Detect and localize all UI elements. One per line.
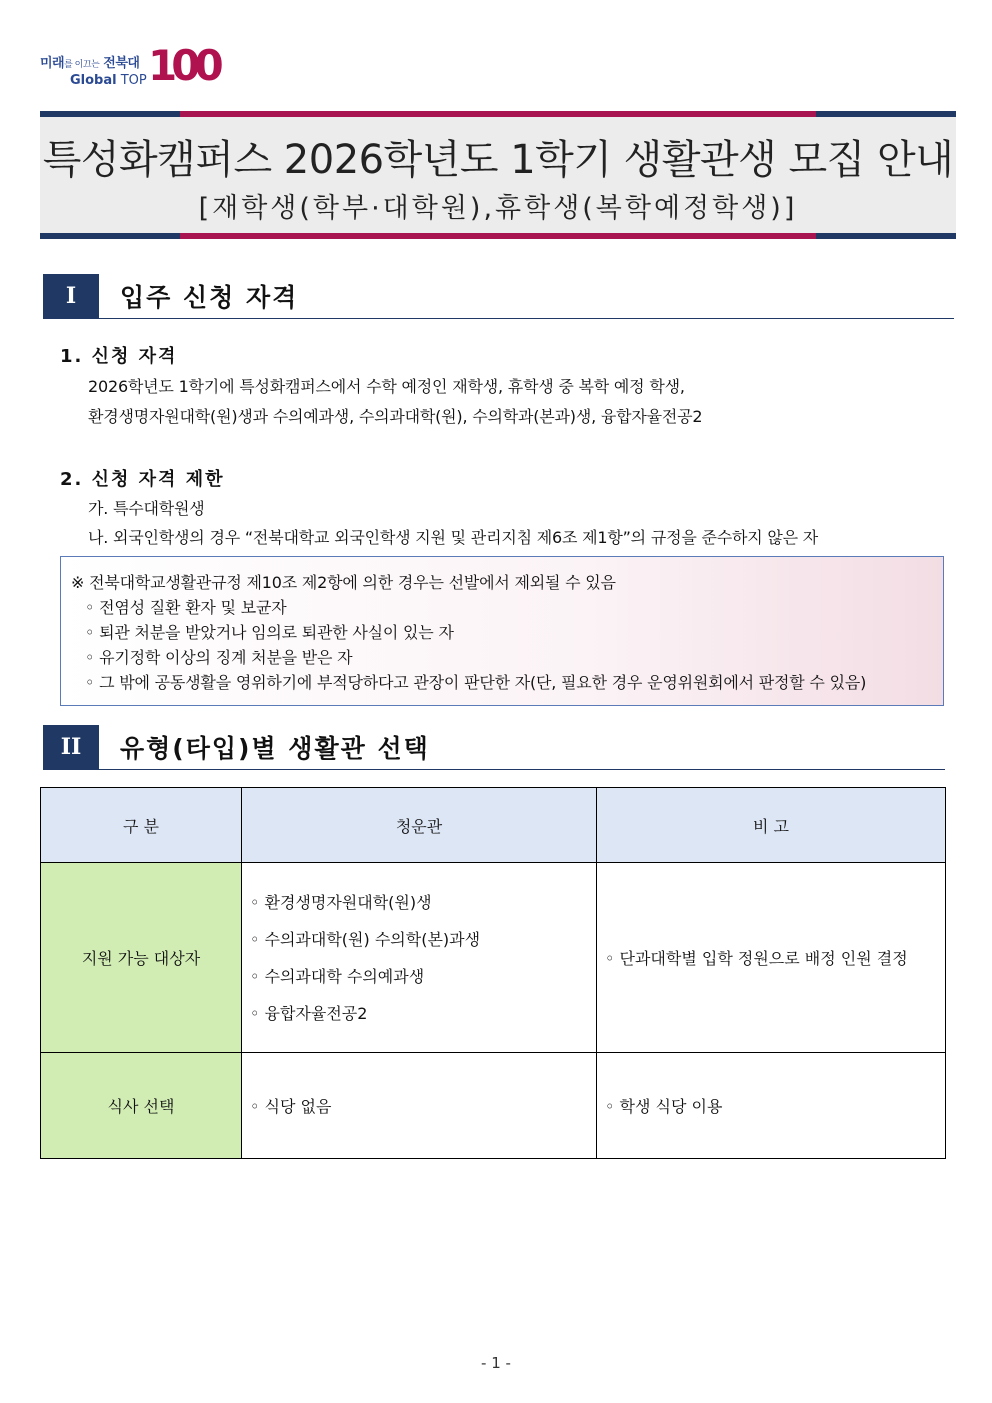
header-category: 구 분: [41, 788, 242, 863]
item2-heading: 2. 신청 자격 제한: [60, 469, 225, 490]
notice-box: [60, 556, 944, 706]
notice-item: ◦ 퇴관 처분을 받았거나 임의로 퇴관한 사실이 있는 자: [85, 623, 454, 642]
section1-divider: [43, 318, 954, 319]
row-eligible-label: 지원 가능 대상자: [41, 863, 242, 1053]
table-header-row: [41, 788, 946, 863]
list-item: ◦ 수의과대학 수의예과생: [250, 966, 425, 986]
row-eligible-list: [242, 863, 597, 1053]
page-number: - 1 -: [481, 1354, 511, 1372]
list-item: ◦ 환경생명자원대학(원)생: [250, 892, 432, 912]
title-bottom-bar: [40, 233, 956, 239]
header-cheongun-hall: 청운관: [242, 788, 597, 863]
page-subtitle: [재학생(학부·대학원),휴학생(복학예정학생)]: [198, 193, 798, 224]
section1-number: I: [43, 274, 99, 318]
dormitory-table: [40, 787, 946, 1159]
table-row: [41, 863, 946, 1053]
section1-title: 입주 신청 자격: [120, 283, 299, 312]
item1-line2: 환경생명자원대학(원)생과 수의예과생, 수의과대학(원), 수의학과(본과)생, 융합자율전공2: [88, 407, 703, 426]
table-row: [41, 1053, 946, 1159]
row-eligible-note: ◦ 단과대학별 입학 정원으로 배정 인원 결정: [597, 863, 946, 1053]
university-logo: [40, 41, 220, 94]
list-item: ◦ 융합자율전공2: [250, 1003, 368, 1023]
notice-heading: ※ 전북대학교생활관규정 제10조 제2항에 의한 경우는 선발에서 제외될 수 있음: [71, 573, 616, 592]
notice-item: ◦ 그 밖에 공동생활을 영위하기에 부적당하다고 관장이 판단한 자(단, 필요한 경우 운영위원회에서 판정할 수 있음): [85, 673, 867, 692]
notice-item: ◦ 유기정학 이상의 징계 처분을 받은 자: [85, 648, 353, 667]
logo-global-top: Global TOP: [70, 73, 147, 88]
item1-line1: 2026학년도 1학기에 특성화캠퍼스에서 수학 예정인 재학생, 휴학생 중 복학 예정 학생,: [88, 377, 685, 396]
section2-divider: [43, 769, 945, 770]
logo-slogan: 미래를 이끄는 전북대: [40, 56, 140, 71]
notice-item: ◦ 전염성 질환 환자 및 보균자: [85, 598, 287, 617]
item2-line1: 가. 특수대학원생: [88, 499, 205, 518]
logo-100-mark: 100: [148, 41, 218, 90]
section2-number: II: [43, 725, 99, 769]
row-meal-label: 식사 선택: [41, 1053, 242, 1159]
row-meal-note: ◦ 학생 식당 이용: [597, 1053, 946, 1159]
list-item: ◦ 수의과대학(원) 수의학(본)과생: [250, 929, 481, 949]
item2-line2: 나. 외국인학생의 경우 “전북대학교 외국인학생 지원 및 관리지침 제6조 제1항”의 규정을 준수하지 않은 자: [88, 528, 819, 547]
page-title: 특성화캠퍼스 2026학년도 1학기 생활관생 모집 안내: [42, 137, 954, 183]
row-meal-value: ◦ 식당 없음: [242, 1053, 597, 1159]
header-remarks: 비 고: [597, 788, 946, 863]
item1-heading: 1. 신청 자격: [60, 346, 178, 367]
section2-title: 유형(타입)별 생활관 선택: [120, 734, 430, 763]
